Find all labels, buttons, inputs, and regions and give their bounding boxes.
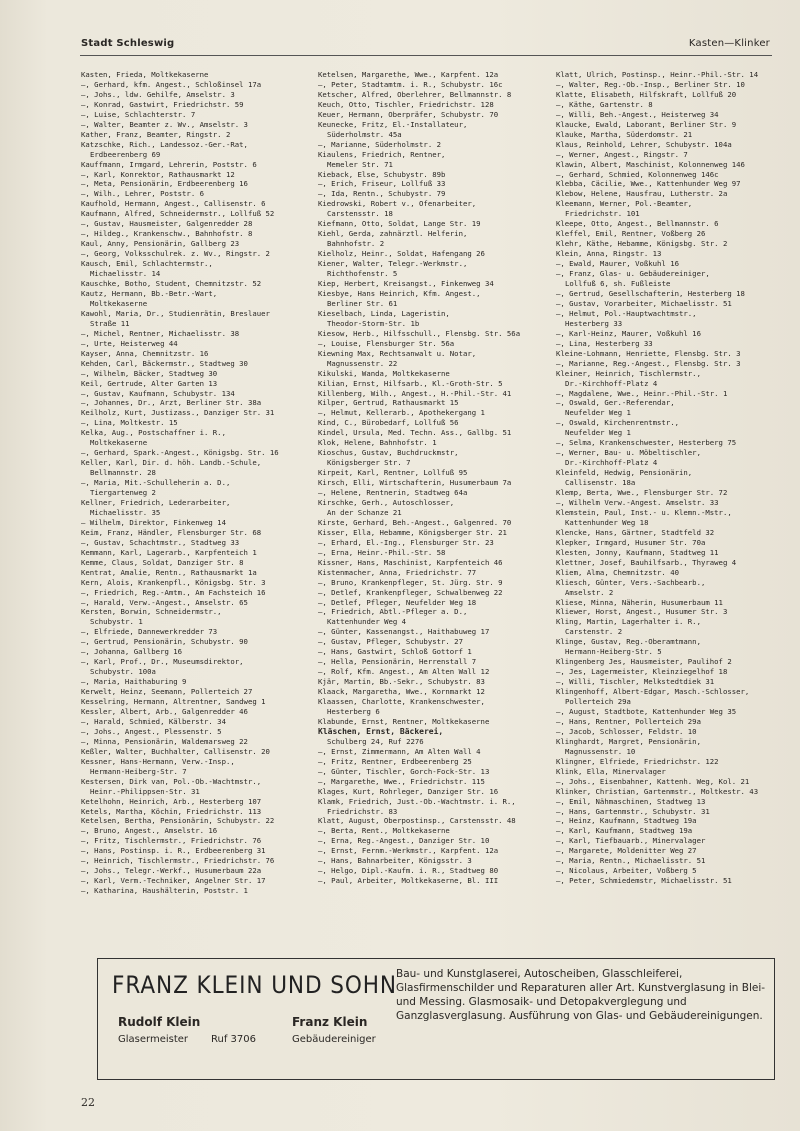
directory-column-2 (318, 70, 543, 886)
directory-entry: Moltkekaserne (90, 298, 148, 308)
directory-entry: Hermann-Heiberg-Str. 7 (90, 766, 187, 776)
directory-entry: Kissner, Hans, Maschinist, Karpfenteich 46 (318, 557, 503, 567)
directory-entry: —, Jes, Lagermeister, Kleinziegelhof 18 (556, 667, 728, 677)
ad-company-name: FRANZ KLEIN UND SOHN (112, 971, 397, 999)
directory-entry: Klettner, Josef, Bauhilfsarb., Thyraweg 4 (556, 557, 737, 567)
directory-entry: —, Johs., ldw. Gehilfe, Amselstr. 3 (81, 89, 235, 99)
directory-entry: Schubystr. 100a (90, 667, 156, 677)
directory-entry: Kessler, Albert, Arb., Galgenredder 46 (81, 707, 248, 716)
directory-entry: —, Hildeg., Krankenschw., Bahnhofstr. 8 (81, 229, 253, 239)
directory-entry: Keunecke, Fritz, El.-Installateur, (318, 119, 468, 129)
directory-entry: —, Maria, Mit.-Schulleherin a. D., (81, 478, 231, 488)
directory-entry: —, Gertrud, Gesellschafterin, Hesterberg 18 (556, 288, 745, 298)
directory-entry: Katzschke, Rich., Landessoz.-Ger.-Rat, (81, 139, 248, 149)
directory-entry: Kauschke, Botho, Student, Chemnitzstr. 52 (81, 279, 262, 289)
directory-entry: —, Jacob, Schlosser, Feldstr. 10 (556, 726, 697, 736)
directory-entry: —, Margarethe, Wwe., Friedrichstr. 115 (318, 776, 485, 786)
directory-entry: Kerwelt, Heinz, Seemann, Pollerteich 27 (81, 687, 253, 697)
directory-entry: Klebow, Helene, Hausfrau, Lutherstr. 2a (556, 189, 728, 199)
directory-entry: —, Nicolaus, Arbeiter, Voßberg 5 (556, 866, 697, 876)
directory-entry: —, Minna, Pensionärin, Waldemarsweg 22 (81, 736, 248, 746)
directory-entry: Klingenhoff, Albert-Edgar, Masch.-Schlosser, (556, 687, 750, 697)
directory-entry: Keil, Gertrude, Alter Garten 13 (81, 378, 218, 388)
directory-entry: Klemp, Berta, Wwe., Flensburger Str. 72 (556, 488, 728, 498)
directory-entry: Kiehl, Gerda, zahnärztl. Helferin, (318, 229, 468, 239)
city-header: Stadt Schleswig (81, 38, 175, 49)
directory-entry: —, Erich, Friseur, Lollfuß 33 (318, 179, 446, 189)
directory-entry: Klamk, Friedrich, Just.-Ob.-Wachtmstr. i. R., (318, 796, 516, 806)
directory-entry: Klok, Helene, Bahnhofstr. 1 (318, 438, 437, 448)
directory-entry: —, Ernst, Fernm.-Werkmstr., Karpfent. 12a (318, 846, 499, 856)
directory-entry: Kleinfeld, Hedwig, Pensionärin, (556, 468, 693, 478)
directory-entry: Dr.-Kirchhoff-Platz 4 (565, 378, 658, 388)
directory-entry: —, Magdalene, Wwe., Heinr.-Phil.-Str. 1 (556, 388, 728, 398)
directory-entry: Kiaulens, Friedrich, Rentner, (318, 149, 446, 159)
directory-entry: Klebba, Cäcilie, Wwe., Kattenhunder Weg 97 (556, 179, 741, 189)
directory-entry: Süderholmstr. 45a (327, 129, 402, 139)
directory-entry: Kieback, Else, Schubystr. 89b (318, 169, 446, 179)
directory-entry: Amselstr. 2 (565, 587, 614, 597)
directory-entry: Kautz, Hermann, Bb.-Betr.-Wart, (81, 288, 218, 298)
directory-entry: —, Günter, Tischler, Gorch-Fock-Str. 13 (318, 766, 490, 776)
directory-entry: —, Karl, Prof., Dr., Museumsdirektor, (81, 657, 244, 667)
directory-entry: Ketelsen, Margarethe, Wwe., Karpfent. 12a (318, 70, 499, 79)
directory-entry: Klages, Kurt, Rohrleger, Danziger Str. 16 (318, 786, 499, 796)
directory-entry: Schubystr. 1 (90, 617, 143, 627)
directory-entry: Klatt, Ulrich, Postinsp., Heinr.-Phil.-Str. 14 (556, 70, 759, 79)
directory-entry: —, Helgo, Dipl.-Kaufm. i. R., Stadtweg 80 (318, 866, 499, 876)
directory-entry: Kehden, Carl, Bäckermstr., Stadtweg 30 (81, 358, 248, 368)
directory-entry: Kleine-Lohmann, Henriette, Flensbg. Str. 3 (556, 348, 741, 358)
ad-role-1: Glasermeister (118, 1034, 189, 1045)
directory-entry: —, Johs., Telegr.-Werkf., Husumerbaum 22a (81, 866, 262, 876)
directory-entry: Klinge, Gustav, Reg.-Oberamtmann, (556, 637, 701, 647)
directory-entry: —, Gerhard, Spark.-Angest., Königsbg. Str. 16 (81, 448, 279, 458)
page-number: 22 (81, 1096, 95, 1109)
directory-entry: Keilholz, Kurt, Justizass., Danziger Str. 31 (81, 408, 275, 418)
directory-entry: —, Georg, Volksschulrek. z. Wv., Ringstr. 2 (81, 249, 270, 259)
ad-name-2: Franz Klein (292, 1015, 368, 1029)
directory-entry: Klemstein, Paul, Inst.- u. Klemn.-Mstr., (556, 507, 732, 517)
directory-entry: —, Michel, Rentner, Michaelisstr. 38 (81, 328, 240, 338)
directory-entry: Klehr, Käthe, Hebamme, Königsbg. Str. 2 (556, 239, 728, 249)
directory-entry: —, Hans, Rentner, Pollerteich 29a (556, 716, 701, 726)
directory-entry: Klaus, Reinhold, Lehrer, Schubystr. 104a (556, 139, 732, 149)
directory-entry: —, Karl, Tiefbauarb., Minervalager (556, 836, 706, 846)
directory-entry: Klein, Anna, Ringstr. 13 (556, 249, 662, 259)
directory-entry: Keim, Franz, Händler, Flensburger Str. 68 (81, 527, 262, 537)
directory-entry: Callisenstr. 18a (565, 478, 636, 488)
directory-entry: Kattenhunder Weg 18 (565, 517, 649, 527)
directory-entry: —, Harald, Verw.-Angest., Amselstr. 65 (81, 597, 248, 607)
directory-entry: Klencke, Hans, Gärtner, Stadtfeld 32 (556, 527, 715, 537)
directory-entry: Kilian, Ernst, Hilfsarb., Kl.-Groth-Str. 5 (318, 378, 503, 388)
directory-entry: Kleepe, Otto, Angest., Bellmannstr. 6 (556, 219, 719, 229)
directory-entry: —, Friedrich, Reg.-Amtm., Am Fachsteich 16 (81, 587, 266, 597)
directory-entry: —, Gerhard, Schmied, Kolonnenweg 146c (556, 169, 719, 179)
directory-entry: Kattenhunder Weg 4 (327, 617, 407, 627)
directory-entry: Kellner, Friedrich, Lederarbeiter, (81, 497, 231, 507)
directory-entry: Kayser, Anna, Chemnitzstr. 16 (81, 348, 209, 358)
directory-entry: Theodor-Storm-Str. 1b (327, 318, 420, 328)
directory-entry: — Wilhelm, Direktor, Finkenweg 14 (81, 517, 226, 527)
directory-entry: Kelka, Aug., Postschaffner i. R., (81, 428, 226, 438)
directory-entry: Kind, C., Bürobedarf, Lollfuß 56 (318, 418, 459, 428)
directory-entry: —, Gerhard, kfm. Angest., Schloßinsel 17a (81, 79, 262, 89)
directory-entry: —, August, Stadtbote, Kattenhunder Weg 35 (556, 707, 737, 716)
directory-entry: Kaufmann, Alfred, Schneidermstr., Lollfuß 52 (81, 209, 275, 219)
directory-entry: Keuer, Hermann, Oberpräfer, Schubystr. 70 (318, 109, 499, 119)
directory-entry: Kersten, Borwin, Schneidermstr., (81, 607, 222, 617)
range-header: Kasten—Klinker (688, 38, 770, 49)
directory-entry: —, Helmut, Pol.-Hauptwachtmstr., (556, 308, 697, 318)
directory-entry: Klaassen, Charlotte, Krankenschwester, (318, 697, 485, 707)
directory-entry: Kiewning Max, Rechtsanwalt u. Notar, (318, 348, 477, 358)
directory-entry: —, Peter, Schmiedemstr, Michaelisstr. 51 (556, 876, 732, 886)
directory-entry: Kleiner, Heinrich, Tischlermstr., (556, 368, 701, 378)
directory-entry: Kistenmacher, Anna, Friedrichstr. 77 (318, 567, 477, 577)
directory-entry: —, Johannes, Dr., Arzt, Berliner Str. 38a (81, 398, 262, 408)
directory-entry: —, Johs., Angest., Plessenstr. 5 (81, 726, 222, 736)
directory-entry: Hesterberg 6 (327, 707, 380, 716)
directory-entry: Neufelder Weg 1 (565, 428, 631, 438)
directory-entry: Kindel, Ursula, Med. Techn. Ass., Gallbg. 51 (318, 428, 512, 438)
directory-entry: Klesten, Jonny, Kaufmann, Stadtweg 11 (556, 547, 719, 557)
directory-entry: —, Helmut, Kellerarb., Apothekergang 1 (318, 408, 485, 418)
directory-entry: Klepker, Irmgard, Husumer Str. 70a (556, 537, 706, 547)
directory-entry: Neufelder Weg 1 (565, 408, 631, 418)
directory-entry: —, Oswald, Kirchenrentmstr., (556, 418, 680, 428)
directory-entry: —, Günter, Kassenangst., Haithabuweg 17 (318, 627, 490, 637)
directory-entry: Kirste, Gerhard, Beh.-Angest., Galgenred. 70 (318, 517, 512, 527)
directory-entry: —, Hans, Bahnarbeiter, Königsstr. 3 (318, 856, 472, 866)
directory-entry: —, Gertrud, Pensionärin, Schubystr. 90 (81, 637, 248, 647)
directory-entry: Kestersen, Dirk van, Pol.-Ob.-Wachtmstr., (81, 776, 262, 786)
directory-entry: —, Gustav, Schachtmstr., Stadtweg 33 (81, 537, 240, 547)
directory-entry: —, Gustav, Pfleger, Schubystr. 27 (318, 637, 463, 647)
directory-entry: —, Erna, Reg.-Angest., Danziger Str. 10 (318, 836, 490, 846)
directory-entry: —, Karl, Konrektor, Rathausmarkt 12 (81, 169, 235, 179)
directory-entry: Kesselring, Hermann, Altrentner, Sandweg 1 (81, 697, 266, 707)
directory-entry: Keller, Karl, Dir. d. höh. Landb.-Schule, (81, 458, 262, 468)
directory-entry: —, Luise, Schlachterstr. 7 (81, 109, 196, 119)
directory-entry: —, Gustav, Vorarbeiter, Michaelisstr. 51 (556, 298, 732, 308)
ad-phone: Ruf 3706 (211, 1034, 256, 1045)
directory-entry: —, Detlef, Pfleger, Neufelder Weg 18 (318, 597, 477, 607)
directory-entry: —, Maria, Haithaburing 9 (81, 677, 187, 687)
directory-entry: Kisser, Ella, Hebamme, Königsberger Str. 21 (318, 527, 507, 537)
directory-entry: Kiefmann, Otto, Soldat, Lange Str. 19 (318, 219, 481, 229)
directory-entry: Heinr.-Philippsen-Str. 31 (90, 786, 200, 796)
directory-entry: —, Harald, Schmied, Kälberstr. 34 (81, 716, 226, 726)
directory-entry: —, Hella, Pensionärin, Herrenstall 7 (318, 657, 477, 667)
directory-entry: —, Karl, Verm.-Techniker, Angelner Str. 17 (81, 876, 266, 886)
directory-entry: —, Fritz, Rentner, Erdbeerenberg 25 (318, 756, 472, 766)
directory-entry: —, Berta, Rent., Moltkekaserne (318, 826, 450, 836)
directory-entry: Pollerteich 29a (565, 697, 631, 707)
directory-entry: —, Johanna, Gallberg 16 (81, 647, 183, 657)
directory-entry: Klingenberg Jes, Hausmeister, Paulihof 2 (556, 657, 732, 667)
advertisement-box (97, 958, 775, 1080)
directory-entry: Klatt, August, Oberpostinsp., Carstensstr. 48 (318, 816, 516, 826)
directory-entry: Kauffmann, Irmgard, Lehrerin, Poststr. 6 (81, 159, 257, 169)
directory-entry: Carstenstr. 2 (565, 627, 623, 637)
directory-entry: Klabunde, Ernst, Rentner, Moltkekaserne (318, 716, 490, 726)
directory-entry: Klauke, Martha, Süderdomstr. 21 (556, 129, 693, 139)
directory-entry: Klaack, Margaretha, Wwe., Kornmarkt 12 (318, 687, 485, 697)
directory-entry: —, Werner, Bau- u. Möbeltischler, (556, 448, 701, 458)
directory-column-1 (81, 70, 306, 896)
directory-entry: —, Hans, Gastwirt, Schloß Gottorf 1 (318, 647, 472, 657)
directory-entry: Richthofenstr. 5 (327, 269, 398, 279)
directory-entry: —, Maria, Rentn., Michaelisstr. 51 (556, 856, 706, 866)
directory-entry: —, Karl, Kaufmann, Stadtweg 19a (556, 826, 693, 836)
directory-entry: —, Käthe, Gartenstr. 8 (556, 99, 653, 109)
ad-services-text: Bau- und Kunstglaserei, Autoscheiben, Glasschleiferei, Glasfirmenschilder und Reparaturen aller Art. Kunstverglasung in Blei- und Messing. Glasmosaik- und Detopakverglegung und Ganzglasverglasung. Ausführung von Glas- und Gebäudereinigungen. (396, 968, 766, 1022)
directory-entry: —, Karl-Heinz, Maurer, Voßkuhl 16 (556, 328, 701, 338)
directory-entry: Kemmann, Karl, Lagerarb., Karpfenteich 1 (81, 547, 257, 557)
directory-entry: Kieselbach, Linda, Lageristin, (318, 308, 450, 318)
directory-entry: —, Lina, Hesterberg 33 (556, 338, 653, 348)
directory-entry: Kioschus, Gustav, Buchdruckmstr, (318, 448, 459, 458)
directory-entry: —, Emil, Nähmaschinen, Stadtweg 13 (556, 796, 706, 806)
directory-entry: Kiesow, Herb., Hilfsschull., Flensbg. Str. 56a (318, 328, 521, 338)
directory-entry: Straße 11 (90, 318, 130, 328)
directory-entry: —, Ernst, Zimmermann, Am Alten Wall 4 (318, 746, 481, 756)
directory-entry: Magnussenstr. 22 (327, 358, 398, 368)
directory-entry: —, Margarete, Moldenitter Weg 27 (556, 846, 697, 856)
directory-entry: Kliesch, Günter, Vers.-Sachbearb., (556, 577, 706, 587)
directory-entry: Klinker, Christian, Gartenmstr., Moltkestr. 43 (556, 786, 759, 796)
directory-entry: Kather, Franz, Beamter, Ringstr. 2 (81, 129, 231, 139)
directory-entry: —, Walter, Beamter z. Wv., Amselstr. 3 (81, 119, 248, 129)
directory-entry: —, Rolf, Kfm. Angest., Am Alten Wall 12 (318, 667, 490, 677)
directory-entry: Kiedrowski, Robert v., Ofenarbeiter, (318, 199, 477, 209)
directory-entry: Berliner Str. 61 (327, 298, 398, 308)
directory-entry: —, Franz, Glas- u. Gebäudereiniger, (556, 269, 710, 279)
directory-entry: —, Selma, Krankenschwester, Hesterberg 75 (556, 438, 737, 448)
directory-entry: Erdbeerenberg 69 (90, 149, 161, 159)
directory-entry: Hermann-Heiberg-Str. 5 (565, 647, 662, 657)
directory-entry: Kasten, Frieda, Moltkekaserne (81, 70, 209, 79)
directory-entry: Tiergartenweg 2 (90, 488, 156, 498)
directory-entry: —, Erhard, El.-Ing., Flensburger Str. 23 (318, 537, 494, 547)
directory-entry: —, Werner, Angest., Ringstr. 7 (556, 149, 688, 159)
directory-entry: —, Johs., Eisenbahner, Kattenh. Weg, Kol. 21 (556, 776, 750, 786)
directory-entry: —, Fritz, Tischlermstr., Friedrichstr. 76 (81, 836, 262, 846)
directory-entry: —, Willi, Beh.-Angest., Heisterweg 34 (556, 109, 719, 119)
directory-entry: Kikulski, Wanda, Moltkekaserne (318, 368, 450, 378)
directory-entry: Kemme, Claus, Soldat, Danziger Str. 8 (81, 557, 244, 567)
directory-entry: Dr.-Kirchhoff-Platz 4 (565, 458, 658, 468)
directory-entry: An der Schanze 21 (327, 507, 402, 517)
directory-entry: —, Heinrich, Tischlermstr., Friedrichstr. 76 (81, 856, 275, 866)
directory-entry: —, Detlef, Krankenpfleger, Schwalbenweg 22 (318, 587, 503, 597)
directory-entry: Friedrichstr. 83 (327, 806, 398, 816)
directory-entry: Kiener, Walter, Telegr.-Werkmstr., (318, 259, 468, 269)
directory-entry: —, Willi, Tischler, Melkstedtdiek 31 (556, 677, 715, 687)
directory-entry: —, Wilh., Lehrer, Poststr. 6 (81, 189, 205, 199)
directory-entry: Kliewer, Horst, Angest., Husumer Str. 3 (556, 607, 728, 617)
directory-entry: —, Meta, Pensionärin, Erdbeerenberg 16 (81, 179, 248, 189)
directory-entry: Kiep, Herbert, Kreisangst., Finkenweg 34 (318, 279, 494, 289)
directory-entry: Kleemann, Werner, Pol.-Beamter, (556, 199, 693, 209)
directory-entry: Schulberg 24, Ruf 2276 (327, 736, 424, 746)
directory-entry: —, Gustav, Kaufmann, Schubystr. 134 (81, 388, 235, 398)
directory-entry: Klingner, Elfriede, Friedrichstr. 122 (556, 756, 719, 766)
directory-entry: —, Peter, Stadtamtm. i. R., Schubystr. 16c (318, 79, 503, 89)
directory-entry: Keuch, Otto, Tischler, Friedrichstr. 128 (318, 99, 494, 109)
directory-entry: —, Bruno, Angest., Amselstr. 16 (81, 826, 218, 836)
directory-entry: Ketelsen, Bertha, Pensionärin, Schubystr. 22 (81, 816, 275, 826)
directory-entry: —, Marianne, Süderholmstr. 2 (318, 139, 442, 149)
header-rule (80, 55, 772, 56)
directory-entry: Moltkekaserne (90, 438, 148, 448)
directory-entry: Kling, Martin, Lagerhalter i. R., (556, 617, 701, 627)
directory-entry: Hesterberg 33 (565, 318, 623, 328)
directory-entry: Kessner, Hans-Hermann, Verw.-Insp., (81, 756, 235, 766)
directory-entry: —, Lina, Moltkestr. 15 (81, 418, 178, 428)
directory-entry: —, Ewald, Maurer, Voßkuhl 16 (556, 259, 680, 269)
directory-entry: Bahnhofstr. 2 (327, 239, 385, 249)
directory-entry: —, Konrad, Gastwirt, Friedrichstr. 59 (81, 99, 244, 109)
directory-entry: Kirsch, Elli, Wirtschafterin, Husumerbaum 7a (318, 478, 512, 488)
directory-entry: Memeler Str. 71 (327, 159, 393, 169)
directory-entry: —, Walter, Reg.-Ob.-Insp., Berliner Str. 10 (556, 79, 745, 89)
directory-entry: Friedrichstr. 101 (565, 209, 640, 219)
directory-entry: —, Wilhelm Verw.-Angest. Amselstr. 33 (556, 497, 719, 507)
directory-entry: —, Gustav, Hausmeister, Galgenredder 28 (81, 219, 253, 229)
directory-entry: Kaul, Anny, Pensionärin, Gallberg 23 (81, 239, 240, 249)
directory-entry: Klawin, Albert, Maschinist, Kolonnenweg 146 (556, 159, 745, 169)
directory-entry: Ketscher, Alfred, Oberlehrer, Bellmannstr. 8 (318, 89, 512, 99)
directory-entry: Königsberger Str. 7 (327, 458, 411, 468)
directory-entry: Kentrat, Amalie, Rentn., Rathausmarkt 1a (81, 567, 257, 577)
directory-entry: —, Helene, Rentnerin, Stadtweg 64a (318, 488, 468, 498)
directory-entry: Michaelisstr. 14 (90, 269, 161, 279)
directory-entry: Kirschke, Gerh., Autoschlosser, (318, 497, 455, 507)
directory-entry: Kaufhold, Hermann, Angest., Callisenstr. 6 (81, 199, 266, 209)
directory-entry: —, Hans, Postinsp. i. R., Erdbeerenberg 31 (81, 846, 266, 856)
directory-entry: Kawohl, Maria, Dr., Studienrätin, Breslauer (81, 308, 270, 318)
directory-entry: Kliem, Alma, Chemnitzstr. 40 (556, 567, 680, 577)
directory-entry: Killenberg, Wilh., Angest., H.-Phil.-Str. 41 (318, 388, 512, 398)
directory-entry: —, Friedrich, Abtl.-Pfleger a. D., (318, 607, 468, 617)
directory-entry: Kilper, Gertrud, Rathausmarkt 15 (318, 398, 459, 408)
directory-entry: —, Bruno, Krankenpfleger, St. Jürg. Str. 9 (318, 577, 503, 587)
directory-entry: Michaelisstr. 35 (90, 507, 161, 517)
directory-entry: Ketels, Martha, Köchin, Friedrichstr. 113 (81, 806, 262, 816)
directory-entry: Kleffel, Emil, Rentner, Voßberg 26 (556, 229, 706, 239)
directory-column-3 (556, 70, 778, 886)
directory-entry: Klinghardt, Margret, Pensionärin, (556, 736, 701, 746)
directory-entry: —, Oswald, Ger.-Referendar, (556, 398, 675, 408)
directory-entry: Kiesbye, Hans Heinrich, Kfm. Angest., (318, 288, 481, 298)
directory-entry: —, Louise, Flensburger Str. 56a (318, 338, 455, 348)
directory-entry: —, Katharina, Haushälterin, Poststr. 1 (81, 886, 248, 896)
directory-entry: Kjär, Martin, Bb.-Sekr., Schubystr. 83 (318, 677, 485, 687)
directory-entry: Kausch, Emil, Schlachtermstr., (81, 259, 213, 269)
directory-entry: Kielholz, Heinr., Soldat, Hafengang 26 (318, 249, 485, 259)
directory-entry: —, Heinz, Kaufmann, Stadtweg 19a (556, 816, 697, 826)
directory-entry: Klaucke, Ewald, Laborant, Berliner Str. 9 (556, 119, 737, 129)
directory-entry: Bellmannstr. 28 (90, 468, 156, 478)
directory-entry: Lollfuß 6, sh. Fußleiste (565, 279, 671, 289)
directory-entry: —, Hans, Gartenmstr., Schubystr. 31 (556, 806, 710, 816)
directory-entry: Kirpeit, Karl, Rentner, Lollfuß 95 (318, 468, 468, 478)
directory-entry: Ketelhohn, Heinrich, Arb., Hesterberg 107 (81, 796, 262, 806)
directory-entry: —, Urte, Heisterweg 44 (81, 338, 178, 348)
ad-role-2: Gebäudereiniger (292, 1034, 376, 1045)
directory-entry: Kern, Alois, Krankenpfl., Königsbg. Str. 3 (81, 577, 266, 587)
directory-entry: —, Wilhelm, Bäcker, Stadtweg 30 (81, 368, 218, 378)
directory-entry: —, Erna, Heinr.-Phil.-Str. 58 (318, 547, 446, 557)
directory-entry: —, Ida, Rentn., Schubystr. 79 (318, 189, 446, 199)
directory-entry: Keßler, Walter, Buchhalter, Callisenstr. 20 (81, 746, 270, 756)
directory-entry: Klink, Ella, Minervalager (556, 766, 666, 776)
directory-entry: Kliese, Minna, Näherin, Husumerbaum 11 (556, 597, 723, 607)
directory-entry: Carstensstr. 18 (327, 209, 393, 219)
directory-entry: —, Marianne, Reg.-Angest., Flensbg. Str. 3 (556, 358, 741, 368)
directory-entry: Klatte, Elisabeth, Hilfskraft, Lollfuß 20 (556, 89, 737, 99)
ad-name-1: Rudolf Klein (118, 1015, 201, 1029)
directory-entry: —, Elfriede, Dannewerkredder 73 (81, 627, 218, 637)
directory-entry: Magnussenstr. 10 (565, 746, 636, 756)
directory-entry: —, Paul, Arbeiter, Moltkekaserne, Bl. III (318, 876, 499, 886)
directory-entry: Kläschen, Ernst, Bäckerei, (318, 726, 444, 736)
